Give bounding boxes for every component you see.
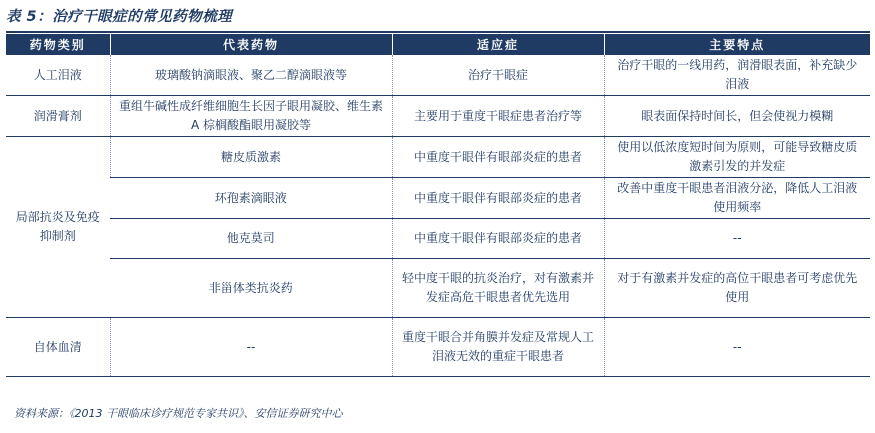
header-indication: 适应症: [392, 34, 604, 55]
cell-indication: 中重度干眼伴有眼部炎症的患者: [392, 178, 604, 219]
cell-indication: 重度干眼合并角膜并发症及常规人工泪液无效的重症干眼患者: [392, 318, 604, 377]
cell-features: 改善中重度干眼患者泪液分泌，降低人工泪液使用频率: [604, 178, 870, 219]
cell-indication: 中重度干眼伴有眼部炎症的患者: [392, 137, 604, 178]
cell-features: 使用以低浓度短时间为原则，可能导致糖皮质激素引发的并发症: [604, 137, 870, 178]
header-drug: 代表药物: [110, 34, 392, 55]
drug-table: [6, 34, 870, 377]
header-category: 药物类别: [6, 34, 110, 55]
cell-drug: 非甾体类抗炎药: [110, 259, 392, 318]
table-row: [6, 137, 870, 178]
header-features: 主要特点: [604, 34, 870, 55]
table-row: [6, 259, 870, 318]
cell-indication: 治疗干眼症: [392, 55, 604, 96]
cell-category: 局部抗炎及免疫抑制剂: [6, 137, 110, 318]
cell-features: --: [604, 318, 870, 377]
table-row: [6, 55, 870, 96]
table-title: 表 5：治疗干眼症的常见药物梳理: [6, 9, 233, 25]
cell-category: 人工泪液: [6, 55, 110, 96]
table-row: [6, 96, 870, 137]
cell-drug: 重组牛碱性成纤维细胞生长因子眼用凝胶、维生素 A 棕榈酸酯眼用凝胶等: [110, 96, 392, 137]
cell-drug: --: [110, 318, 392, 377]
cell-drug: 玻璃酸钠滴眼液、聚乙二醇滴眼液等: [110, 55, 392, 96]
cell-features: --: [604, 219, 870, 259]
cell-indication: 主要用于重度干眼症患者治疗等: [392, 96, 604, 137]
cell-category: 自体血清: [6, 318, 110, 377]
title-rule: [6, 31, 870, 33]
table-row: [6, 318, 870, 377]
cell-features: 眼表面保持时间长，但会使视力模糊: [604, 96, 870, 137]
table-row: [6, 178, 870, 219]
source-note: 资料来源：《2013 干眼临床诊疗规范专家共识》、安信证券研究中心: [14, 407, 343, 420]
cell-indication: 中重度干眼伴有眼部炎症的患者: [392, 219, 604, 259]
table-header-row: [6, 34, 870, 55]
cell-drug: 环孢素滴眼液: [110, 178, 392, 219]
cell-features: 治疗干眼的一线用药，润滑眼表面，补充缺少泪液: [604, 55, 870, 96]
cell-indication: 轻中度干眼的抗炎治疗，对有激素并发症高危干眼患者优先选用: [392, 259, 604, 318]
cell-features: 对于有激素并发症的高位干眼患者可考虑优先使用: [604, 259, 870, 318]
cell-drug: 他克莫司: [110, 219, 392, 259]
table-row: [6, 219, 870, 259]
cell-category: 润滑膏剂: [6, 96, 110, 137]
cell-drug: 糖皮质激素: [110, 137, 392, 178]
